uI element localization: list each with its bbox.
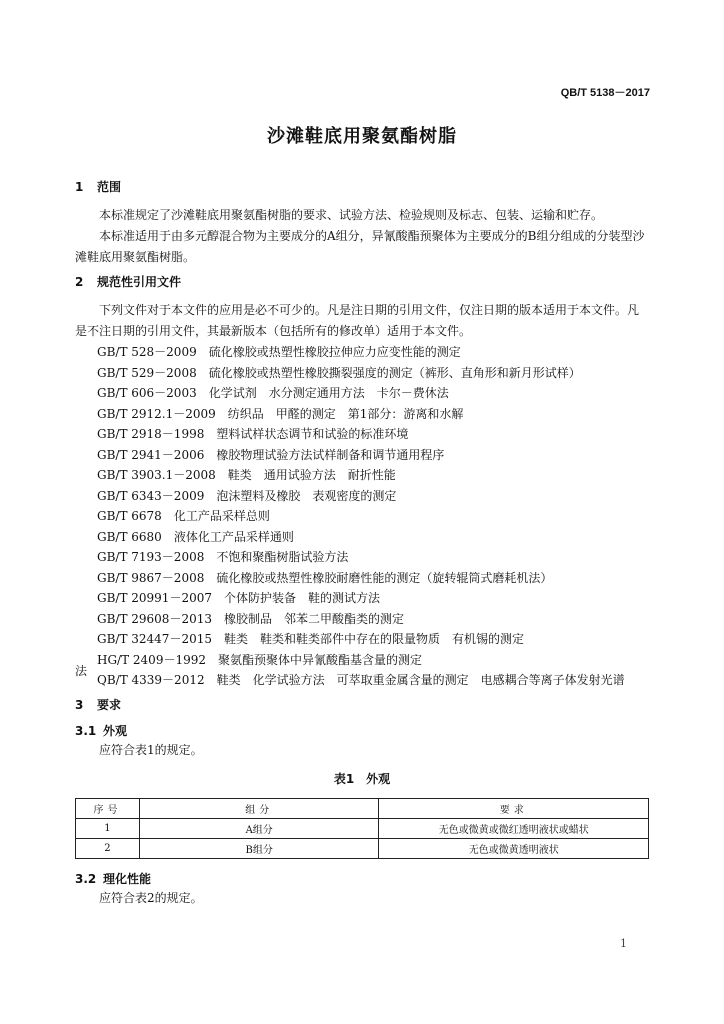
reference-item <box>97 383 625 404</box>
reference-code: GB/T 3903.1－2008 <box>97 468 216 482</box>
table-cell: 无色或微黄或微红透明液状或蜡状 <box>379 819 649 839</box>
table-header-row <box>76 799 649 819</box>
reference-item <box>97 670 625 691</box>
section-2-heading <box>75 273 181 290</box>
section-title: 规范性引用文件 <box>97 275 182 289</box>
scope-paragraph-2: 本标准适用于由多元醇混合物为主要成分的A组分，异氰酸酯预聚体为主要成分的B组分组成的分装型沙滩鞋底用聚氨酯树脂。 <box>75 229 645 264</box>
table-cell: B组分 <box>139 839 379 859</box>
table-cell: 无色或微黄透明液状 <box>379 839 649 859</box>
reference-item <box>97 568 625 589</box>
reference-code: GB/T 32447－2015 <box>97 632 212 646</box>
subsection-number: 3.1 <box>75 724 97 738</box>
subsection-3-2-heading <box>75 870 151 887</box>
reference-item <box>97 547 625 568</box>
reference-item <box>97 363 625 384</box>
reference-title: 橡胶制品 邻苯二甲酸酯类的测定 <box>223 611 404 626</box>
reference-title: 个体防护装备 鞋的测试方法 <box>223 591 380 605</box>
reference-code: GB/T 2918－1998 <box>97 427 205 441</box>
reference-title: 不饱和聚酯树脂试验方法 <box>216 550 349 564</box>
subsection-3-1-text: 应符合表1的规定。 <box>99 743 203 757</box>
reference-title: 纺织品 甲醛的测定 第1部分：游离和水解 <box>227 406 464 421</box>
table-header-cell: 组分 <box>139 799 379 819</box>
reference-item <box>97 506 625 527</box>
reference-code: GB/T 6343－2009 <box>97 488 205 503</box>
reference-title: 硫化橡胶或热塑性橡胶撕裂强度的测定（裤形、直角形和新月形试样） <box>208 365 581 380</box>
section-3-heading <box>75 696 121 713</box>
reference-title: 塑料试样状态调节和试验的标准环境 <box>216 427 409 441</box>
reference-item <box>97 342 625 363</box>
reference-title: 泡沫塑料及橡胶 表观密度的测定 <box>216 488 397 503</box>
reference-title: 聚氨酯预聚体中异氰酸酯基含量的测定 <box>218 652 423 667</box>
reference-item <box>97 465 625 486</box>
reference-code: GB/T 2941－2006 <box>97 447 205 462</box>
table-1-caption: 表1 外观 <box>333 772 391 786</box>
table-cell: 1 <box>76 819 140 839</box>
reference-item <box>97 609 625 630</box>
reference-item <box>97 588 625 609</box>
reference-title: 化学试剂 水分测定通用方法 卡尔－费休法 <box>208 386 449 400</box>
reference-list <box>97 342 625 691</box>
reference-code: GB/T 9867－2008 <box>97 570 205 585</box>
section-number: 2 <box>75 275 84 289</box>
section-title: 要求 <box>97 698 122 712</box>
reference-item <box>97 404 625 425</box>
reference-code: GB/T 29608－2013 <box>97 611 212 626</box>
reference-title: 硫化橡胶或热塑性橡胶拉伸应力应变性能的测定 <box>208 345 461 359</box>
section-number: 3 <box>75 698 84 712</box>
reference-item <box>97 445 625 466</box>
table-header-cell: 要求 <box>379 799 649 819</box>
table-row <box>76 839 649 859</box>
scope-paragraph-1: 本标准规定了沙滩鞋底用聚氨酯树脂的要求、试验方法、检验规则及标志、包装、运输和贮存。 <box>99 208 604 222</box>
reference-code: GB/T 529－2008 <box>97 365 197 380</box>
document-title: 沙滩鞋底用聚氨酯树脂 <box>267 126 457 147</box>
section-number: 1 <box>75 180 84 194</box>
table-cell: 2 <box>76 839 140 859</box>
table-cell: A组分 <box>139 819 379 839</box>
reference-title: 橡胶物理试验方法试样制备和调节通用程序 <box>216 447 445 462</box>
table-header-cell: 序号 <box>76 799 140 819</box>
reference-code: GB/T 2912.1－2009 <box>97 406 216 421</box>
reference-code: GB/T 7193－2008 <box>97 550 205 564</box>
reference-item <box>97 650 625 671</box>
reference-item <box>97 629 625 650</box>
reference-title: 鞋类 化学试验方法 可萃取重金属含量的测定 电感耦合等离子体发射光谱 <box>216 673 625 687</box>
reference-continuation: 法 <box>75 664 88 678</box>
reference-code: GB/T 6680 <box>97 529 162 544</box>
reference-code: QB/T 4339－2012 <box>97 673 205 687</box>
section-1-heading <box>75 178 121 195</box>
reference-code: GB/T 606－2003 <box>97 386 197 400</box>
reference-item <box>97 486 625 507</box>
reference-code: GB/T 6678 <box>97 509 162 523</box>
reference-title: 鞋类 通用试验方法 耐折性能 <box>227 468 396 482</box>
section-title: 范围 <box>97 180 122 194</box>
subsection-number: 3.2 <box>75 872 97 886</box>
subsection-3-1-heading <box>75 722 127 739</box>
reference-title: 化工产品采样总则 <box>173 509 270 523</box>
reference-item <box>97 527 625 548</box>
reference-item <box>97 424 625 445</box>
references-intro: 下列文件对于本文件的应用是必不可少的。凡是注日期的引用文件，仅注日期的版本适用于本文件。凡是不注日期的引用文件，其最新版本（包括所有的修改单）适用于本文件。 <box>75 303 640 338</box>
reference-title: 液体化工产品采样通则 <box>173 529 294 544</box>
reference-code: GB/T 20991－2007 <box>97 591 212 605</box>
table-1 <box>75 798 649 859</box>
reference-title: 鞋类 鞋类和鞋类部件中存在的限量物质 有机锡的测定 <box>223 632 524 646</box>
subsection-title: 理化性能 <box>103 872 152 886</box>
subsection-title: 外观 <box>103 724 128 738</box>
table-row <box>76 819 649 839</box>
reference-title: 硫化橡胶或热塑性橡胶耐磨性能的测定（旋转辊筒式磨耗机法） <box>216 570 553 585</box>
reference-code: GB/T 528－2009 <box>97 345 197 359</box>
subsection-3-2-text: 应符合表2的规定。 <box>99 891 203 905</box>
standard-code: QB/T 5138－2017 <box>560 87 650 99</box>
page-number: 1 <box>620 937 627 950</box>
reference-code: HG/T 2409－1992 <box>97 652 206 667</box>
